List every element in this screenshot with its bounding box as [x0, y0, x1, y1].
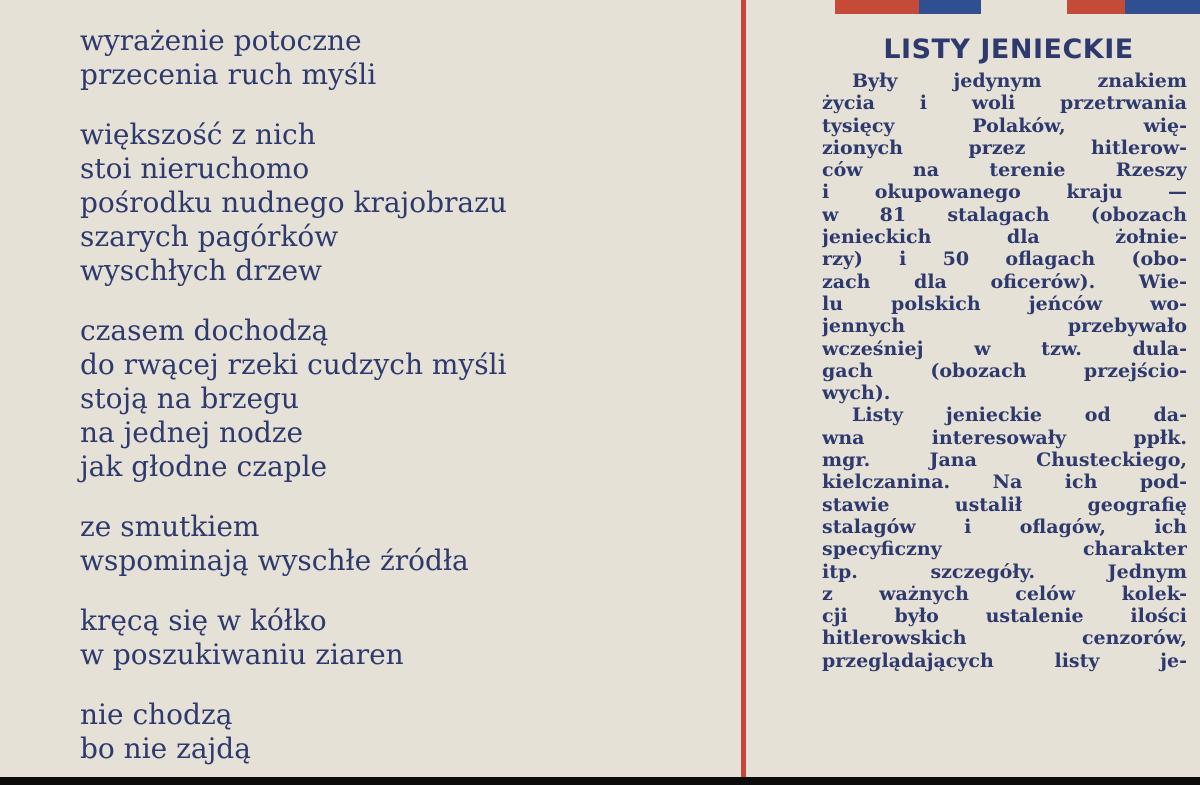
bottom-edge	[0, 777, 1200, 785]
stanza-gap	[80, 484, 720, 510]
poem-line: wyrażenie potoczne	[80, 24, 362, 57]
poem	[80, 24, 720, 766]
article-text-line: lu polskich jeńców wo-	[822, 292, 1187, 315]
article-text-line: zionych przez hitlerow-	[822, 136, 1187, 159]
poem-line: stoi nieruchomo	[80, 152, 310, 185]
article-text-line: gach (obozach przejścio-	[822, 359, 1187, 382]
poem-line: wyschłych drzew	[80, 254, 322, 287]
article-text-line: rzy) i 50 oflagach (obo-	[822, 248, 1187, 271]
poem-line: czasem dochodzą	[80, 314, 329, 347]
poem-line: większość z nich	[80, 118, 316, 151]
poem-line: w poszukiwaniu ziaren	[80, 638, 404, 671]
article-text-line: jennych przebywało	[822, 315, 1187, 338]
article-text-line: w 81 stalagach (obozach	[822, 203, 1187, 226]
stanza-gap	[80, 672, 720, 698]
article-text-line: specyficzny charakter	[822, 538, 1187, 561]
article-text-line: wna interesowały ppłk.	[822, 426, 1187, 449]
header-decoration-right	[1067, 0, 1200, 14]
header-decoration-left	[835, 0, 981, 14]
poem-line: szarych pagórków	[80, 220, 339, 253]
stanza-gap	[80, 92, 720, 118]
article-text-line: hitlerowskich cenzorów,	[822, 627, 1187, 650]
poem-line: ze smutkiem	[80, 510, 260, 543]
stanza-gap	[80, 288, 720, 314]
article-text-line: z ważnych celów kolek-	[822, 582, 1187, 605]
poem-line: bo nie zajdą	[80, 732, 251, 765]
article-text-line: i okupowanego kraju —	[822, 181, 1187, 204]
article-text-line: życia i woli przetrwania	[822, 92, 1187, 115]
article-text-line: stawie ustalił geografię	[822, 493, 1187, 516]
article-text-line: Listy jenieckie od da-	[852, 404, 1187, 427]
poem-line: nie chodzą	[80, 698, 233, 731]
article-body	[822, 70, 1187, 672]
article-text-line: przeglądających listy je-	[822, 649, 1187, 672]
poem-line: przecenia ruch myśli	[80, 58, 377, 91]
article-text-line: wych).	[822, 382, 891, 405]
vertical-divider	[741, 0, 746, 785]
article-text-line: jenieckich dla żołnie-	[822, 226, 1187, 249]
article-text-line: wcześniej w tzw. dula-	[822, 337, 1187, 360]
poem-line: do rwącej rzeki cudzych myśli	[80, 348, 507, 381]
poem-line: pośrodku nudnego krajobrazu	[80, 186, 507, 219]
article-text-line: tysięcy Polaków, wię-	[822, 114, 1187, 137]
article-text-line: itp. szczegóły. Jednym	[822, 560, 1187, 583]
article-text-line: mgr. Jana Chusteckiego,	[822, 449, 1187, 472]
sidebar-article	[822, 30, 1187, 672]
article-text-line: cji było ustalenie ilości	[822, 605, 1187, 628]
stanza-gap	[80, 578, 720, 604]
poem-line: na jednej nodze	[80, 416, 304, 449]
poem-line: stoją na brzegu	[80, 382, 299, 415]
article-text-line: Były jedynym znakiem	[852, 70, 1187, 92]
poem-line: wspominają wyschłe źródła	[80, 544, 469, 577]
article-text-line: zach dla oficerów). Wie-	[822, 270, 1187, 293]
article-text-line: ców na terenie Rzeszy	[822, 159, 1187, 182]
poem-line: kręcą się w kółko	[80, 604, 327, 637]
article-heading: LISTY JENIECKIE	[883, 34, 1134, 65]
article-text-line: stalagów i oflagów, ich	[822, 515, 1187, 538]
poem-line: jak głodne czaple	[80, 450, 328, 483]
article-text-line: kielczanina. Na ich pod-	[822, 471, 1187, 494]
